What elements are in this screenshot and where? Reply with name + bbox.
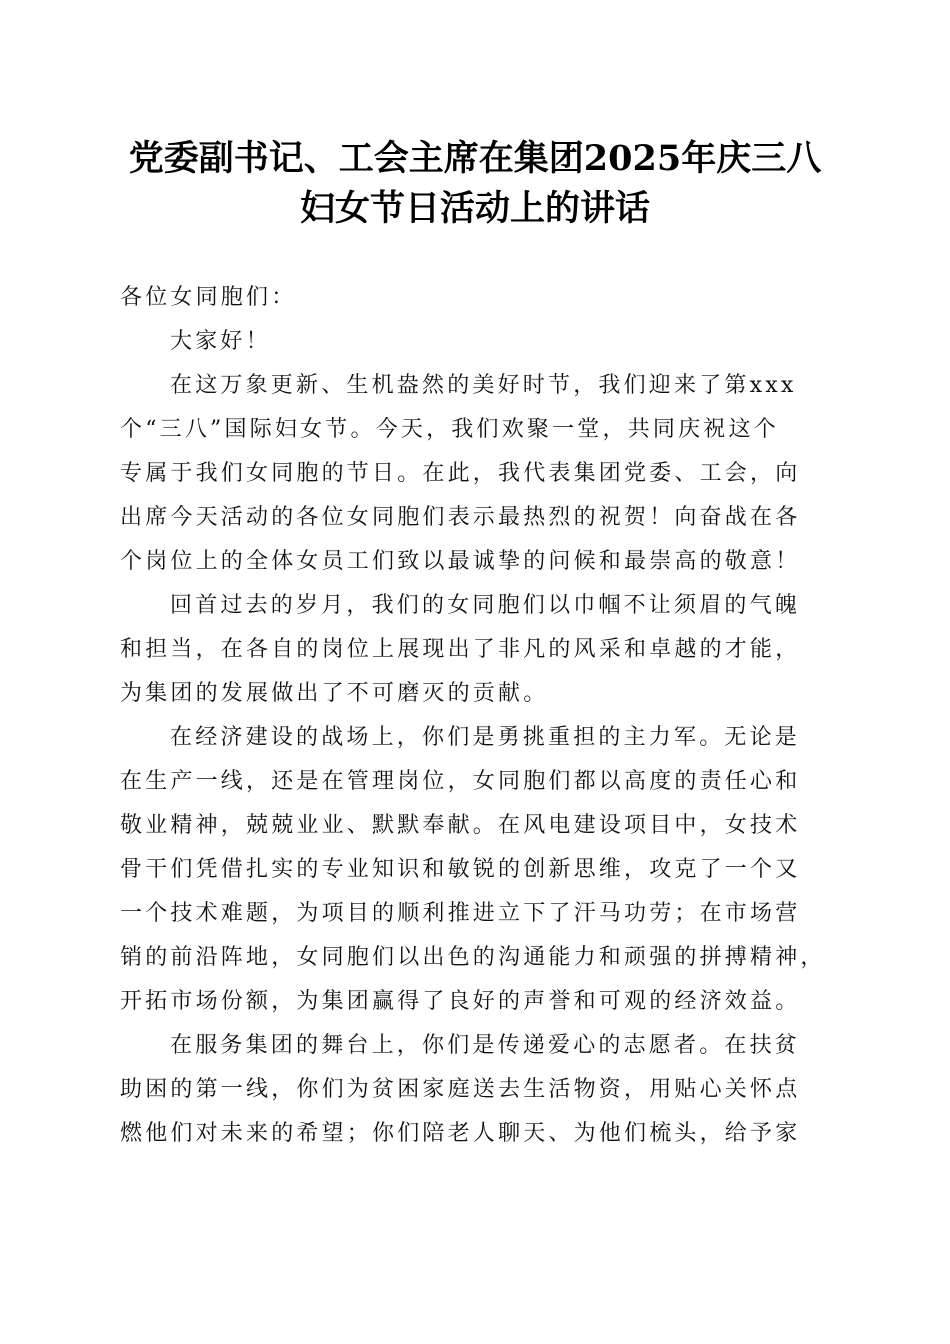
paragraph-3 bbox=[120, 716, 832, 1024]
paragraph-line: 一个技术难题，为项目的顺利推进立下了汗马功劳；在市场营 bbox=[120, 901, 801, 926]
paragraph-line: 为集团的发展做出了不可磨灭的贡献。 bbox=[120, 681, 549, 706]
paragraph-line: 在生产一线，还是在管理岗位，女同胞们都以高度的责任心和 bbox=[120, 769, 801, 794]
paragraph-2 bbox=[120, 584, 832, 716]
paragraph-line: 开拓市场份额，为集团赢得了良好的声誉和可观的经济效益。 bbox=[120, 989, 801, 1014]
paragraph-line: 回首过去的岁月，我们的女同胞们以巾帼不让须眉的气魄 bbox=[170, 593, 801, 618]
document-body bbox=[120, 276, 832, 1156]
paragraph-line: 敬业精神，兢兢业业、默默奉献。在风电建设项目中，女技术 bbox=[120, 813, 801, 838]
paragraph-line: 燃他们对未来的希望；你们陪老人聊天、为他们梳头，给予家 bbox=[120, 1121, 801, 1146]
title-line-1: 党委副书记、工会主席在集团2025年庆三八 bbox=[128, 138, 822, 179]
paragraph-line: 出席今天活动的各位女同胞们表示最热烈的祝贺！向奋战在各 bbox=[120, 505, 801, 530]
paragraph-line: 助困的第一线，你们为贫困家庭送去生活物资，用贴心关怀点 bbox=[120, 1077, 801, 1102]
paragraph-4 bbox=[120, 1024, 832, 1156]
document-title bbox=[100, 134, 850, 234]
paragraph-line: 在这万象更新、生机盎然的美好时节，我们迎来了第xxx bbox=[170, 373, 797, 398]
paragraph-line: 骨干们凭借扎实的专业知识和敏锐的创新思维，攻克了一个又 bbox=[120, 857, 801, 882]
paragraph-line: 和担当，在各自的岗位上展现出了非凡的风采和卓越的才能， bbox=[120, 637, 801, 662]
paragraph-line: 销的前沿阵地，女同胞们以出色的沟通能力和顽强的拼搏精神， bbox=[120, 945, 826, 970]
greeting: 大家好！ bbox=[170, 329, 271, 354]
paragraph-line: 个岗位上的全体女员工们致以最诚挚的问候和最崇高的敬意！ bbox=[120, 549, 801, 574]
title-line-2: 妇女节日活动上的讲话 bbox=[299, 188, 650, 229]
salutation: 各位女同胞们： bbox=[120, 285, 297, 310]
paragraph-line: 个“三八”国际妇女节。今天，我们欢聚一堂，共同庆祝这个 bbox=[120, 417, 779, 442]
paragraph-line: 在经济建设的战场上，你们是勇挑重担的主力军。无论是 bbox=[170, 725, 801, 750]
paragraph-line: 专属于我们女同胞的节日。在此，我代表集团党委、工会，向 bbox=[120, 461, 801, 486]
paragraph-1 bbox=[120, 364, 832, 584]
paragraph-line: 在服务集团的舞台上，你们是传递爱心的志愿者。在扶贫 bbox=[170, 1033, 801, 1058]
